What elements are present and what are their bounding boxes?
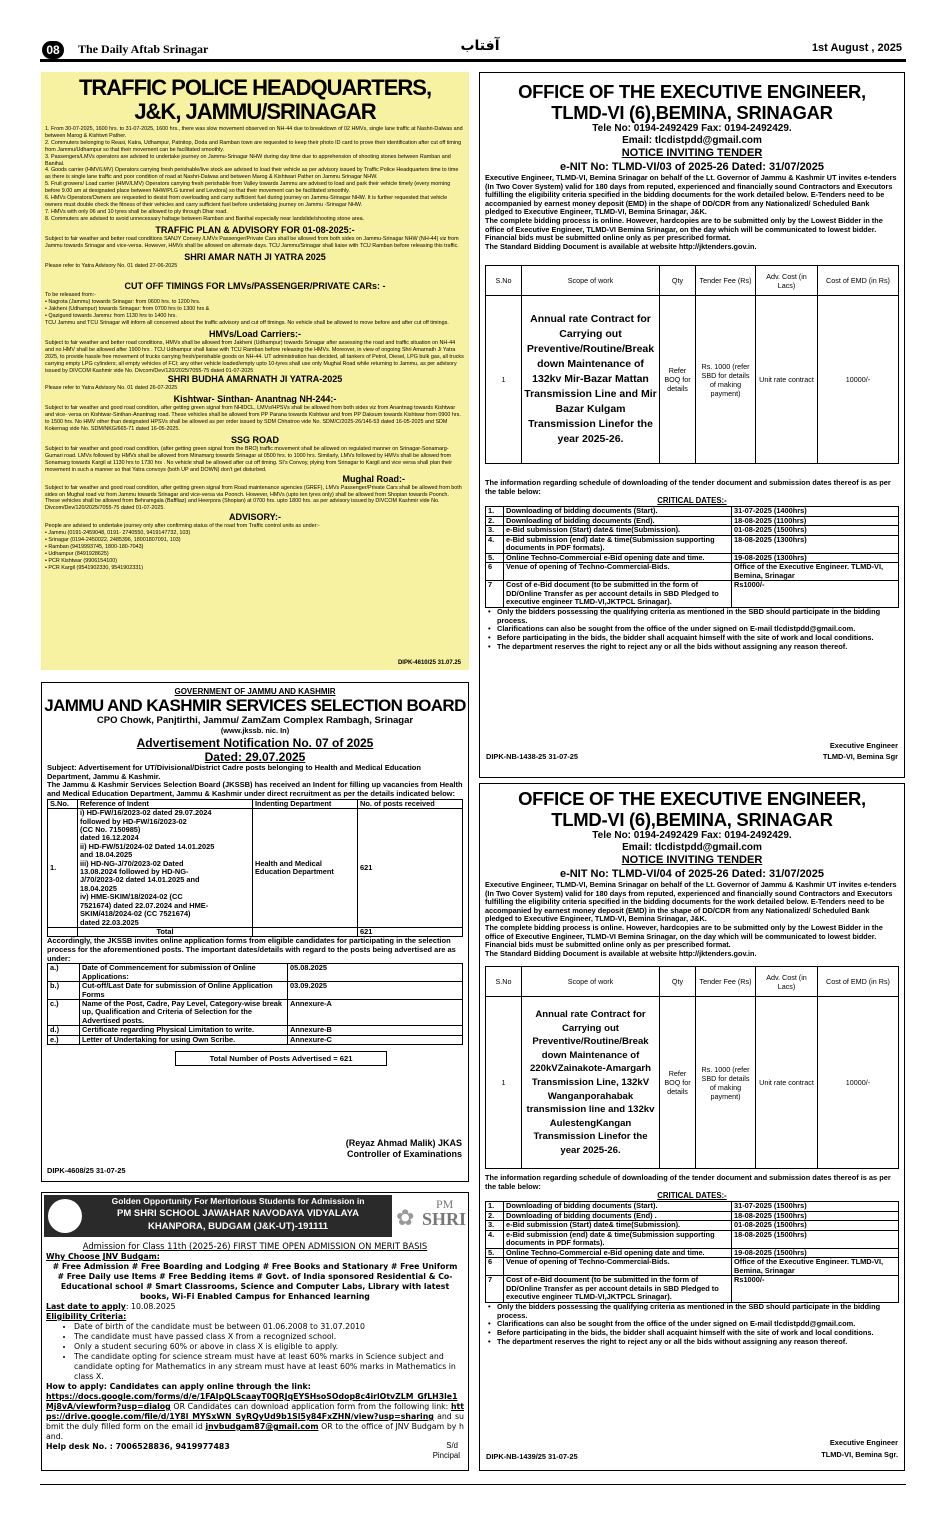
eng2-critical: CRITICAL DATES:-	[657, 1191, 727, 1201]
date-no: d.)	[48, 1026, 80, 1035]
eng2-ref: DIPK-NB-1439/25 31-07-25	[486, 1452, 578, 1461]
eng2-h-scope: Scope of work	[522, 967, 660, 997]
eng2-h-emd: Cost of EMD (in Rs)	[818, 967, 899, 997]
eng2-h-qty: Qty	[660, 967, 696, 997]
critical-date-row	[486, 535, 899, 553]
critical-date-row	[486, 1221, 899, 1231]
date-row	[48, 1026, 463, 1035]
bullet-item: • The department reserves the right to reject any or all the bids without assigning any reason thereof.	[497, 643, 899, 652]
date-no: c.)	[48, 1000, 80, 1026]
critical-value: 01-08-2025 (1500hrs)	[732, 526, 899, 536]
traffic-points	[45, 126, 465, 223]
indent-ref-line: 18.04.2025	[80, 883, 117, 893]
critical-no: 3.	[486, 1221, 504, 1231]
cutoff-lines	[45, 292, 465, 327]
jnv-ad	[41, 1192, 469, 1471]
jkssb-address: CPO Chowk, Panjtirthi, Jammu/ ZamZam Complex Rambagh, Srinagar	[96, 715, 414, 726]
critical-date-row	[486, 526, 899, 536]
eligibility-item: • The candidate must have passed class X from a recognized school.	[74, 1332, 464, 1342]
eng2-scope: Annual rate Contract for Carrying out Preventive/Routine/Break down Maintenance of 220kVZainakote-Amargarh Transmission Line, 132kV Wanganporahabak transmission line and 132kv AulestengKangan Transmission Linefor the year 2025-26.	[522, 997, 660, 1169]
jkssb-title: JAMMU AND KASHMIR SERVICES SELECTION BOARD	[44, 696, 466, 715]
paper-name: The Daily Aftab Srinagar	[78, 42, 209, 56]
critical-no: 2.	[486, 1211, 504, 1221]
critical-item: Venue of opening of Techno-Commercial-Bids.	[504, 1258, 732, 1276]
contact-line: • PCR Kargil (9541902330, 9541902331)	[45, 564, 144, 571]
eng2-body: Executive Engineer, TLMD-VI, Bemina Srinagar on behalf of the Lt. Governor of Jammu & Kashmir UT invites e-tenders (In Two Cover System) valid for 180 days from reputed, experienced and financially sound Contractors and Executors fulfilling the eligibility criteria specified in the bidding documents for the work detailed below. E-Tenders need to be accompanied by earnest money deposit (EMD) in the shape of DD/CDR from any Nationalized/ Scheduled Bank pledged to Executive Engineer, TLMD-VI, Bemina Srinagar, J&K.	[485, 880, 897, 924]
hmv-title: HMVs/Load Carriers:-	[208, 328, 302, 339]
date-row	[48, 982, 463, 1000]
eng2-h-adv: Adv. Cost (in Lacs)	[756, 967, 818, 997]
critical-no: 4.	[486, 535, 504, 553]
critical-value: 18-08-2025 (1500hrs)	[732, 1211, 899, 1221]
mughal-text: Subject to fair weather and good road condition, after getting green signal from Road maintenance agencies (GREF), LMVs Passenger/Private Cars shall be allowed from both sides on Mughal road viz from Jammu towards Srinagar and vice-versa via Poonch. However, HMVs (upto ten tyres only) shall be allowed from Shopian towards Poonch. These vehicles shall be allowed from Behramgala (Baffliaz) and Heerpora (Shopian) at 0700 hrs. upto 1800 hrs. as per advisory issued by DIVCOM Kashmir vide No. Divcom/Dev/120/2025/7055-75 dated 01-07-2025.	[45, 484, 462, 512]
jnv-last-date: : 10.08.2025	[125, 1302, 176, 1311]
total-posts-box: Total Number of Posts Advertised = 621	[175, 1051, 387, 1066]
indent-h-sno: S.No.	[48, 799, 78, 808]
eng1-scope: Annual rate Contract for Carrying out Preventive/Routine/Break down Maintenance of 132kv Mir-Bazar Mattan Transmission Line and Mir Bazar Kulgam Transmission Linefor the year 2025-26.	[522, 296, 660, 464]
eng2-bullets	[485, 1303, 899, 1347]
critical-value: 19-08-2025 (1300hrs)	[732, 553, 899, 563]
eng2-title-1: OFFICE OF THE EXECUTIVE ENGINEER,	[518, 788, 866, 809]
shri-text: SHRI	[422, 1209, 467, 1229]
total-value: 621	[358, 927, 463, 936]
jnv-principal: Pincipal	[432, 1451, 460, 1460]
jkssb-gov: GOVERNMENT OF JAMMU AND KASHMIR	[174, 687, 336, 696]
eng2-tele: Tele No: 0194-2492429 Fax: 0194-2492429.	[592, 830, 792, 841]
jkssb-ref: DIPK-4608/25 31-07-25	[47, 1166, 126, 1175]
critical-item: Cost of e-Bid document (to be submitted in the form of DD/Online Transfer as per account details in SBD Pledged to executive engineer TLMD-VI,JKTPCL Srinagar).	[504, 581, 732, 608]
eng2-scope-table	[485, 966, 899, 1169]
budha-title: SHRI BUDHA AMARNATH JI YATRA-2025	[167, 374, 343, 385]
critical-value: Rs1000/-	[732, 581, 899, 608]
critical-value: 18-08-2025 (1500hrs)	[732, 1230, 899, 1248]
critical-no: 5.	[486, 553, 504, 563]
cutoff-line: • Qazigund towards Jammu: from 1130 hrs to 1400 hrs.	[45, 313, 177, 320]
eng1-title-1: OFFICE OF THE EXECUTIVE ENGINEER,	[518, 81, 866, 102]
eng1-body-2: The complete bidding process is online. However, hardcopies are to be submitted only by the Lowest Bidder in the office of Executive Engineer, TLMD-VI Bemina Srinagar, on the day which will be communicated to lowest bidder. Financial bids must be submitted online only as per prescribed format.	[485, 215, 883, 243]
indent-h-ref: Reference of Indent	[78, 799, 253, 808]
critical-item: Downloading of bidding documents (Start).	[504, 1202, 732, 1212]
eng1-tele: Tele No: 0194-2492429 Fax: 0194-2492429.	[592, 123, 792, 134]
jnv-banner-1: Golden Opportunity For Meritorious Students for Admission in	[111, 1196, 365, 1206]
traffic-point: 6. HMVs Operators/Owners are requested to desist from overloading and carry sufficient fuel during journey on Jammu-Srinagar NHW. It is further requested that vehicle owners must double check the fitness of their vehicles and carry sufficient fuel before undertaking journey on Jammu -Srinagar NHW.	[45, 195, 448, 208]
eng2-qty: Refer BOQ for details	[660, 997, 696, 1169]
eng1-enit: e-NIT No: TLMD-VI/03 of 2025-26 Dated: 31/07/2025	[559, 161, 825, 173]
drive-link[interactable]: https://drive.google.com/file/d/1Y8l_MYSxWN_SyRQyUd9b1Sl5y84FxZHN/view?usp=sharing	[46, 1402, 464, 1421]
critical-value: 01-08-2025 (1500hrs)	[732, 1221, 899, 1231]
indent-ref-line: 13.08.2024 followed by HD-NG-	[80, 867, 189, 877]
bullet-item: • Clarifications can also be sought from the office of the under signed on E-mail tlcdistpdd@gmail.com.	[497, 625, 899, 634]
eng1-body-3: The Standard Bidding Document is available at website http://jktenders.gov.in.	[485, 241, 757, 251]
eng2-h-sno: S.No	[486, 967, 522, 997]
eng1-emd: 10000/-	[818, 296, 899, 464]
indent-sno: 1.	[48, 809, 78, 928]
eng1-adv: Unit rate contract	[756, 296, 818, 464]
eng2-body-2: The complete bidding process is online. However, hardcopies are to be submitted only by the Lowest Bidder in the office of Executive Engineer, TLMD-VI Bemina Srinagar, on the day which will be communicated to lowest bidder. Financial bids must be submitted online only as per prescribed format.	[485, 922, 883, 950]
eng1-bullets	[485, 608, 899, 652]
contact-line: • PCR Kishtwar (9906154100)	[45, 557, 118, 564]
jnv-help: Help desk No. : 7006528836, 9419977483	[46, 1442, 230, 1451]
critical-item: e-Bid submission (end) date & time(Submission supporting documents in PDF formats).	[504, 1230, 732, 1248]
eng2-emd: 10000/-	[818, 997, 899, 1169]
jkssb-ad	[41, 682, 469, 1182]
eng1-ref: DIPK-NB-1438-25 31-07-25	[486, 752, 579, 761]
critical-value: Office of the Executive Engineer. TLMD-VI, Bemina, Srinagar	[732, 563, 899, 581]
jnv-apply-text: https://docs.google.com/forms/d/e/1FAIpQLScaayT0QRJqEYSHsoSOdop8c4irlOtvZLM_GfLH3le1Mj8vA/viewform?usp=dialog OR Candidates can download application form from the following link: https://drive.google.com/file/d/1Y8l_MYSxWN_SyRQyUd9b1Sl5y84FxZHN/view?usp=sharing and submit the duly filled form on the email id jnvbudgam87@gmail.com OR to the office of JNV Budgam by hand.	[46, 1392, 464, 1441]
critical-no: 3.	[486, 526, 504, 536]
critical-no: 7	[486, 581, 504, 608]
date-item: Date of Commencement for submission of Online Applications:	[80, 964, 288, 982]
eng1-h-fee: Tender Fee (Rs)	[696, 266, 756, 296]
jnv-why-text: # Free Admission # Free Boarding and Lodging # Free Books and Stationary # Free Uniform # Free Daily use Items # Free Bedding items # Govt. of India sponsored Residential & Co-Educational school # Smart Classrooms, Science and Computer Labs, Library with latest books, Wi-Fi Enabled Campus for Enhanced learning	[52, 1262, 458, 1301]
critical-value: 19-08-2025 (1500hrs)	[732, 1248, 899, 1258]
indent-ref-line: iii) HD-NG-J/70/2023-02 Dated	[80, 858, 184, 868]
plan-text: Subject to fair weather and better road conditions SANJY Convey /LMVs Passenger/Private Cars shall be allowed from both sides on Jammu-Srinagar NHW (NH-44) viz from Jammu towards Srinagar and vice-versa. However, HMVs shall be allowed on alternate days. TCU Jammu/Srinagar shall liaise with TCU Ramban before releasing this traffic.	[45, 235, 459, 249]
eligibility-list	[46, 1322, 464, 1382]
amar-title: SHRI AMAR NATH JI YATRA 2025	[184, 251, 326, 262]
total-label: Total	[78, 927, 253, 936]
traffic-point: 7. HMVs with only 06 and 10 tyres shall be allowed to ply through Dhar road.	[45, 208, 228, 215]
eng1-title-2: TLMD-VI (6),BEMINA, SRINAGAR	[551, 102, 833, 123]
traffic-point: 1. From 30-07-2025, 1600 hrs. to 31-07-2025, 1600 hrs., there was slow movement observed on NH-44 due to breakdown of 02 HMVs, single lane traffic at Nashri-Dalwas and between Marog & Kishtwri Pather.	[45, 126, 463, 139]
critical-no: 1.	[486, 1202, 504, 1212]
eng2-fee: Rs. 1000 (refer SBD for details of making payment)	[696, 997, 756, 1169]
masthead	[40, 40, 906, 62]
indent-h-posts: No. of posts received	[358, 799, 463, 808]
traffic-body	[41, 126, 469, 572]
bullet-item: • Only the bidders possessing the qualifying criteria as mentioned in the SBD should participate in the bidding process.	[497, 1303, 899, 1321]
jnv-admission: Admission for Class 11th (2025-26) FIRST TIME OPEN ADMISSION ON MERIT BASIS	[82, 1241, 428, 1251]
jnv-banner-3: KHANPORA, BUDGAM (J&K-UT)-191111	[147, 1221, 328, 1232]
critical-date-row	[486, 581, 899, 608]
eng2-dates-table	[485, 1201, 899, 1303]
eng1-h-sno: S.No	[486, 266, 522, 296]
date-value: 03.09.2025	[288, 982, 463, 1000]
jnv-sd: S/d	[446, 1441, 458, 1450]
critical-item: Downloading of bidding documents (Start).	[504, 507, 732, 517]
indent-ref-line: ii) HD-FW/51/2024-02 Dated 14.01.2025	[80, 841, 215, 851]
pm-text: PM	[436, 1197, 454, 1211]
jkssb-signer-role: Controller of Examinations	[346, 1149, 462, 1159]
date-no: b.)	[48, 982, 80, 1000]
date-value: Annexure-B	[288, 1026, 463, 1035]
eng1-nit: NOTICE INVITING TENDER	[621, 147, 763, 159]
indent-ref-line: (CC No. 7150985)	[80, 825, 141, 835]
traffic-ref: DIPK-4610/25 31.07.25	[397, 660, 461, 666]
eng1-h-scope: Scope of work	[522, 266, 660, 296]
eng2-info: The information regarding schedule of downloading of the tender document and submission dates thereof is as per the table below:	[485, 1173, 891, 1192]
critical-no: 2.	[486, 516, 504, 526]
eng2-signer: Executive Engineer	[829, 1438, 898, 1447]
page-number: 08	[42, 41, 64, 59]
date-row	[48, 1000, 463, 1026]
critical-item: Online Techno-Commercial e-Bid opening date and time.	[504, 1248, 732, 1258]
date-no: a.)	[48, 964, 80, 982]
date-value: Annexure-A	[288, 1000, 463, 1026]
critical-no: 5.	[486, 1248, 504, 1258]
jnv-why: Why Choose JNV Budgam:	[46, 1252, 160, 1261]
eng1-signer-2: TLMD-VI, Bemina Sgr	[822, 752, 898, 761]
plan-title: TRAFFIC PLAN & ADVISORY FOR 01-08-2025:-	[155, 224, 355, 235]
issue-date: 1st August , 2025	[811, 42, 902, 54]
eng2-table-wrap	[480, 958, 904, 1346]
bullet-item: • Clarifications can also be sought from the office of the under signed on E-mail tlcdistpdd@gmail.com.	[497, 1320, 899, 1329]
bullet-item: • The department reserves the right to reject any or all the bids without assigning any reason thereof.	[497, 1338, 899, 1347]
jkssb-signer: (Reyaz Ahmad Malik) JKAS	[345, 1138, 462, 1148]
critical-date-row	[486, 1202, 899, 1212]
cutoff-title: CUT OFF TIMINGS FOR LMVs/PASSENGER/PRIVATE CARs: -	[124, 281, 386, 292]
date-item: Name of the Post, Cadre, Pay Level, Category-wise break up, Qualification and Criteria of Selection for the Advertised posts.	[80, 1000, 288, 1026]
eng1-sno: 1	[486, 296, 522, 464]
critical-item: Cost of e-Bid document (to be submitted in the form of DD/Online Transfer as per account details in SBD Pledged to executive engineer TLMD-VI,JKTPCL Srinagar).	[504, 1276, 732, 1303]
cutoff-line: • Nagrota (Jammu) towards Srinagar: from 0600 hrs. to 1200 hrs.	[45, 299, 201, 306]
indent-ref-line: and 18.04.2025	[80, 850, 133, 860]
eng1-qty: Refer BOQ for details	[660, 296, 696, 464]
eng2-title-2: TLMD-VI (6),BEMINA, SRINAGAR	[551, 809, 833, 830]
cutoff-line: • Jakheni (Udhampur) towards Srinagar: from 0700 hrs to 1300 hrs &	[45, 306, 210, 313]
critical-value: 31-07-2025 (1400hrs)	[732, 507, 899, 517]
critical-item: e-Bid submission (Start) date& time(Submission).	[504, 1221, 732, 1231]
critical-item: e-Bid submission (end) date & time(Submission supporting documents in PDF formats).	[504, 535, 732, 553]
eng2-data-row	[486, 997, 899, 1169]
critical-value: Office of the Executive Engineer. TLMD-VI, Bemina, Srinagar	[732, 1258, 899, 1276]
mughal-title: Mughal Road:-	[342, 473, 405, 484]
critical-value: 31-07-2025 (1500hrs)	[732, 1202, 899, 1212]
date-row	[48, 1035, 463, 1044]
bottom-rule	[40, 1484, 906, 1485]
eng1-fee: Rs. 1000 (refer SBD for details of making payment)	[696, 296, 756, 464]
contact-line: • Udhampur (8491928625)	[45, 550, 109, 557]
cutoff-line: TCU Jammu and TCU Srinagar will inform all concerned about the traffic advisory and cut off timings. No vehicle shall be allowed to move before and after cut off timings.	[45, 320, 449, 327]
bullet-item: • Only the bidders possessing the qualifying criteria as mentioned in the SBD should participate in the bidding process.	[497, 608, 899, 626]
critical-date-row	[486, 1230, 899, 1248]
indent-ref-line: SKIM/418/2024-02 (CC 7521674)	[80, 909, 191, 919]
indent-ref-line: J/70/2023-02 dated 14.01.2025 and	[80, 875, 200, 885]
critical-item: e-Bid submission (Start) date& time(Submission).	[504, 526, 732, 536]
tender-notice-1	[479, 72, 905, 778]
indent-ref-line: followed by HD-FW/16/2023-02	[80, 816, 187, 826]
contact-line: • Ramban (9419993745, 1800-180-7043)	[45, 543, 144, 550]
eng2-signer-2: TLMD-VI, Bemina Sgr.	[821, 1450, 898, 1459]
date-item: Letter of Undertaking for using Own Scribe.	[80, 1035, 288, 1044]
eng1-header-row	[486, 266, 899, 296]
jnv-emblem	[48, 1199, 82, 1233]
critical-no: 7	[486, 1276, 504, 1303]
date-item: Cut-off/Last Date for submission of Online Application Forms	[80, 982, 288, 1000]
indent-table	[47, 799, 463, 938]
eng1-h-emd: Cost of EMD (in Rs)	[818, 266, 899, 296]
pm-shri-logo	[396, 1197, 466, 1237]
critical-no: 6	[486, 1258, 504, 1276]
eng1-body: Executive Engineer, TLMD-VI, Bemina Srinagar on behalf of the Lt. Governor of Jammu & Kashmir UT invites e-tenders (In Two Cover System) valid for 180 days from reputed, experienced and financially sound Contractors and Executors fulfilling the eligibility criteria specified in the bidding documents for the work detailed below. E-Tenders need to be accompanied by earnest money deposit (EMD) in the shape of DD/CDR from any Nationalized/ Scheduled Bank pledged to Executive Engineer, TLMD-VI, Bemina Srinagar, J&K.	[485, 173, 897, 217]
indent-ref-line: iv) HME-SKIM/18/2024-02 (CC	[80, 892, 183, 902]
jnv-last-date-label: Last date to apply	[46, 1302, 126, 1311]
eng1-dates-table	[485, 506, 899, 608]
critical-date-row	[486, 1258, 899, 1276]
eng2-sno: 1	[486, 997, 522, 1169]
critical-value: 18-08-2025 (1100hrs)	[732, 516, 899, 526]
traffic-point: 3. Passengers/LMVs operators are advised to undertake journey on Jammu-Srinagar NHW during day time due to apprehension of shooting stones between Ramban and Banihal.	[45, 153, 451, 167]
indent-ref-line: i) HD-FW/16/2023-02 dated 29.07.2024	[80, 808, 212, 818]
kishtwar-title: Kishtwar- Sinthan- Anantnag NH-244:-	[173, 394, 337, 405]
eng1-table-wrap	[480, 251, 904, 651]
ssg-text: Subject to fair weather and good road condition, (after getting green signal from the BRO) traffic movement shall be allowed on regulated manner on Srinagar-Sonamarg-Gumari road. LMVs followed by HMVs shall be allowed from Minamarg towards Srinagar at 0500 hrs. to 1000 hrs. Similarly, LMVs followed by HMVs shall be allowed from Sonamarg towards Kargil at 1130 hrs to 1730 hrs . No vehicle shall be allowed after cut off timing. SI's Convoy, plying from Srinagar to Kargil and vice versa shall plan their movement in such a manner so that Yatra convoys (both UP and DOWN) don't get disturbed.	[45, 446, 453, 473]
indent-row	[48, 809, 463, 928]
traffic-point: 2. Commuters belonging to Reasi, Katra, Udhampur, Patnitop, Doda and Ramban town are requested to keep their photo ID card to prove their identification after cut off timing from Jammu/Udhampur so that their movement can be facilitated smoothly.	[45, 139, 462, 153]
paper-logo: آفتاب	[460, 38, 500, 54]
advisory-intro: People are advised to undertake journey only after confirming status of the road from Traffic control units as under:-	[45, 523, 320, 530]
cutoff-line: To be released from:-	[45, 292, 96, 299]
traffic-point: 8. Commuters are advised to avoid unnecessary haltage between Ramban and Banihal especially near landslide/shooting stone area.	[45, 215, 365, 222]
eng1-h-qty: Qty	[660, 266, 696, 296]
jkssb-accordingly: Accordingly, the JKSSB invites online application forms from eligible candidates for participating in the selection process for the aforementioned posts. The important dates/details with regard to the posts being advertised are as under:	[47, 936, 456, 963]
traffic-advisory	[41, 72, 469, 670]
date-value: 05.08.2025	[288, 964, 463, 982]
traffic-title-2: J&K, JAMMU/SRINAGAR	[134, 99, 376, 124]
jnv-how: How to apply: Candidates can apply online through the link:	[46, 1382, 311, 1391]
jnv-banner	[44, 1195, 392, 1237]
eng2-adv: Unit rate contract	[756, 997, 818, 1169]
form-link[interactable]: https://docs.google.com/forms/d/e/1FAIpQLScaayT0QRJqEYSHsoSOdop8c4irlOtvZLM_GfLH3le1Mj8vA/viewform?usp=dialog	[46, 1392, 458, 1411]
amar-text: Please refer to Yatra Advisory No. 01 dated 27-06-2025	[45, 262, 178, 269]
critical-date-row	[486, 1276, 899, 1303]
date-value: Annexure-C	[288, 1035, 463, 1044]
eng1-data-row	[486, 296, 899, 464]
lotus-icon: ✿	[396, 1205, 415, 1230]
date-row	[48, 964, 463, 982]
critical-date-row	[486, 563, 899, 581]
jkssb-notification: Advertisement Notification No. 07 of 2025	[136, 736, 374, 750]
eligibility-item: • Date of birth of the candidate must be between 01.06.2008 to 31.07.2010	[74, 1322, 464, 1332]
indent-ref	[78, 809, 253, 928]
critical-item: Downloading of bidding documents (End).	[504, 516, 732, 526]
eng2-enit: e-NIT No: TLMD-VI/04 of 2025-26 Dated: 31/07/2025	[559, 868, 825, 880]
advisory-title: ADVISORY:-	[228, 512, 281, 523]
eng1-email: Email: tlcdistpdd@gmail.com	[622, 135, 762, 146]
critical-item: Downloading of bidding documents (End) .	[504, 1211, 732, 1221]
indent-ref-line: dated 22.03.2025	[80, 917, 139, 927]
eng1-info: The information regarding schedule of downloading of the tender document and submission dates thereof is as per the table below:	[485, 478, 891, 497]
eng2-nit: NOTICE INVITING TENDER	[621, 854, 763, 866]
contacts-list	[45, 530, 465, 571]
eng1-signer: Executive Engineer	[829, 741, 898, 750]
date-no: e.)	[48, 1035, 80, 1044]
contact-line: • Srinagar (0194-2450022, 2485396, 18001807091, 103)	[45, 537, 181, 544]
ssg-title: SSG ROAD	[230, 435, 279, 445]
date-item: Certificate regarding Physical Limitation to write.	[80, 1026, 288, 1035]
traffic-title-1: TRAFFIC POLICE HEADQUARTERS,	[78, 75, 432, 100]
jkssb-web: (www.jkssb. nic. In)	[220, 726, 290, 735]
eligibility-item: • Only a student securing 60% or above in class X is eligible to apply.	[74, 1342, 464, 1352]
critical-value: Rs1000/-	[732, 1276, 899, 1303]
critical-no: 4.	[486, 1230, 504, 1248]
critical-value: 18-08-2025 (1300hrs)	[732, 535, 899, 553]
traffic-point: 5. Fruit growers/ Load carrier (HMV/LMV) Operators carrying fresh perishable from Valley towards Jammu are advised to load and park their vehicle timely (every morning before 9.00 am at designated place between NHW/PLG tunnel and Levdora) so that their movement can be facilitated smoothly.	[45, 181, 451, 195]
jnv-banner-2: PM SHRI SCHOOL JAWAHAR NAVODAYA VIDYALAYA	[117, 1208, 359, 1219]
email-link[interactable]: jnvbudgam87@gmail.com	[205, 1422, 319, 1431]
jnv-last-date-row	[46, 1302, 464, 1312]
eng2-header-row	[486, 967, 899, 997]
eng1-h-adv: Adv. Cost (in Lacs)	[756, 266, 818, 296]
indent-ref-line: 7521674) dated 22.07.2024 and HME-	[80, 900, 209, 910]
jnv-eligibility: Eligibility Criteria:	[46, 1312, 127, 1321]
jkssb-intro: The Jammu & Kashmir Services Selection Board (JKSSB) has received an Indent for filling up vacancies from Health and Medical Education Department, Jammu & Kashmir under direct recruitment as per the details indicated below:	[47, 780, 463, 799]
critical-date-row	[486, 507, 899, 517]
indent-dept: Health and Medical Education Department	[253, 809, 358, 928]
indent-h-dept: Indenting Department	[253, 799, 358, 808]
eng2-body-3: The Standard Bidding Document is available at website http://jktenders.gov.in.	[485, 948, 757, 958]
eligibility-item: • The candidate opting for science stream must have at least 60% marks in Science subject and candidate opting for Mathematics in any stream must have at least 60% marks in Mathematics in class X.	[74, 1352, 464, 1382]
eng1-critical: CRITICAL DATES:-	[657, 496, 727, 506]
kishtwar-text: Subject to fair weather and good road condition, after getting green signal from NHIDCL, LMVs/HPSVs shall be allowed from both sides viz from Anantnag towards Kishtwar and vice- versa on Kishtwar-Sinthan-Anantnag road. These vehicles shall be allowed from PP Parana towards Kishtwar and from PP Daksum towards Kishtwar from 0900 hrs. to 1500 hrs. No HMV other than designated HPSVs shall be allowed as per order issued by SDM Chhatroo vide No. SDM/C/2025-26/146-53 dated 16-05-2025 and SDM Kokernag vide No. SDM/NKG/665-71 dated 16-05-2025.	[45, 405, 461, 433]
jkssb-dated: Dated: 29.07.2025	[204, 750, 306, 764]
indent-ref-line: dated 16.12.2024	[80, 833, 139, 843]
critical-item: Online Techno-Commercial e-Bid opening date and time.	[504, 553, 732, 563]
hmv-text: Subject to fair weather and better road conditions, HMVs shall be allowed from Jakheni (Udhampur) towards Srinagar after assessing the road and traffic situation on NH-44 and no HMV shall be allowed after 1900 hrs . TCU Udhampur shall liaise with TCU Ramban before releasing the HMVs. Moreover, in view of ongoing Shri Amarnath Ji Yatra 2025, to provide hassle free movement of trucks carrying fresh/perishable goods on NH-44. UT administration has decided, all tankers of Petrol, Diesel, LPG bulk gas, all trucks carrying empty LPG cylinders; all empty vehicles of FCI; any other vehicle loaded/empty upto 10-tyres shall use only Mughal Road while returning to Jammu, as per advisory issued by DIVCOM Kashmir vide No. Divcom/Dev/120/2025/7055-75 dated 01-07-2025	[45, 339, 464, 374]
tender-notice-2	[479, 783, 905, 1471]
jkssb-subject: Subject: Advertisement for UT/Divisional/District Cadre posts belonging to Health and Medical Education Department, Jammu & Kashmir.	[47, 763, 421, 781]
indent-posts: 621	[358, 809, 463, 928]
jkssb-dates-table	[47, 963, 463, 1045]
critical-no: 1.	[486, 507, 504, 517]
bullet-item: • Before participating in the bids, the bidder shall acquaint himself with the site of work and local conditions.	[497, 634, 899, 643]
eng2-h-fee: Tender Fee (Rs)	[696, 967, 756, 997]
eng2-email: Email: tlcdistpdd@gmail.com	[622, 842, 762, 853]
critical-no: 6	[486, 563, 504, 581]
contact-line: • Jammu (0191-2459048, 0191- 2740550, 9419147732, 103)	[45, 530, 191, 537]
critical-item: Venue of opening of Techno-Commercial-Bids.	[504, 563, 732, 581]
bullet-item: • Before participating in the bids, the bidder shall acquaint himself with the site of work and local conditions.	[497, 1329, 899, 1338]
eng1-scope-table	[485, 265, 899, 464]
budha-text: Please refer to Yatra Advisory No. 01 dated 26-07-2025	[45, 385, 178, 392]
traffic-point: 4. Goods carrier (HMV/LMV) Operators carrying fresh perishable/live stock are advised to load their vehicle as per advisory issued by Traffic Police Headquarters time to time as there is single lane traffic and poor condition of road at Nashri-Dalwas and between Marog & Kishtwari Pather on Jammu Srinagar NHW.	[45, 167, 459, 181]
